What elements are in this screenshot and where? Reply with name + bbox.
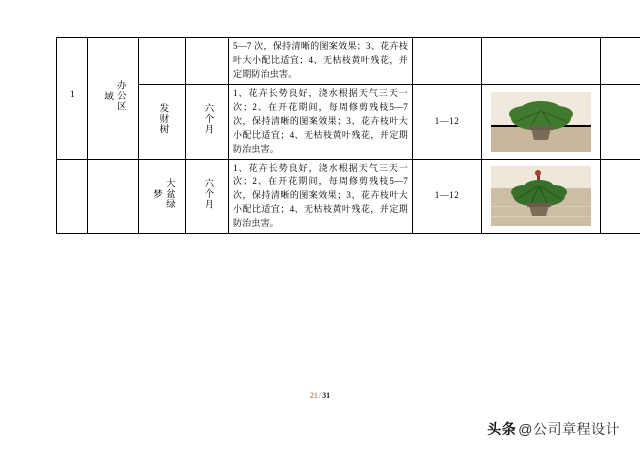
cell-plant-name: 发财树: [139, 84, 186, 159]
page-number-footer: [0, 391, 640, 400]
cell-photo: [482, 84, 601, 159]
cell-period: 六个月: [186, 84, 229, 159]
cell-period: 六个月: [186, 159, 229, 234]
watermark: [487, 419, 620, 439]
total-page-number: 31: [322, 391, 331, 400]
cell-remark: [601, 38, 640, 85]
cell-photo: [482, 159, 601, 234]
cell-description: 1、花卉长势良好，浇水根据天气三天一次；2、在开花期间，每周修剪残枝5—7 次，保持清晰的图案效果；3、花卉枝叶大小配比适宜；4、无枯枝黄叶残花，并定期防治虫害。: [229, 159, 413, 234]
cell-description: 1、花卉长势良好，浇水根据天气三天一次；2、在开花期间，每周修剪残枝5—7 次，保持清晰的图案效果；3、花卉枝叶大小配比适宜；4、无枯枝黄叶残花，并定期防治虫害。: [229, 84, 413, 159]
cell-row-number: 1: [57, 38, 88, 160]
watermark-logo: 头条: [487, 421, 517, 437]
plant-maintenance-table: [56, 37, 640, 234]
tall-potted-plant-icon: [491, 166, 591, 226]
cell-description: 5—7 次，保持清晰的图案效果；3、花卉枝叶大小配比适宜；4、无枯枝黄叶残花，并定期防治虫害。: [229, 38, 413, 85]
cell-remark: [601, 159, 640, 234]
cell-quantity: 1—12: [413, 84, 482, 159]
table-row: [57, 159, 640, 234]
plant-photo-green-potted-plant: [491, 92, 591, 152]
cell-plant-name: [139, 38, 186, 85]
cell-row-number: [57, 159, 88, 234]
cell-quantity: 1—12: [413, 159, 482, 234]
green-potted-plant-icon: [491, 92, 591, 152]
watermark-text: @公司章程设计: [518, 421, 620, 437]
cell-period: [186, 38, 229, 85]
cell-remark: [601, 84, 640, 159]
cell-area: [88, 159, 139, 234]
table-row: [57, 38, 640, 85]
cell-quantity: [413, 38, 482, 85]
current-page-number: 21: [309, 391, 318, 400]
cell-photo: [482, 38, 601, 85]
page-separator: /: [318, 391, 322, 400]
table-row: [57, 84, 640, 159]
plant-photo-tall-potted-plant: [491, 166, 591, 226]
cell-area: 办公区域: [88, 38, 139, 160]
cell-plant-name: 大盆绿梦: [139, 159, 186, 234]
